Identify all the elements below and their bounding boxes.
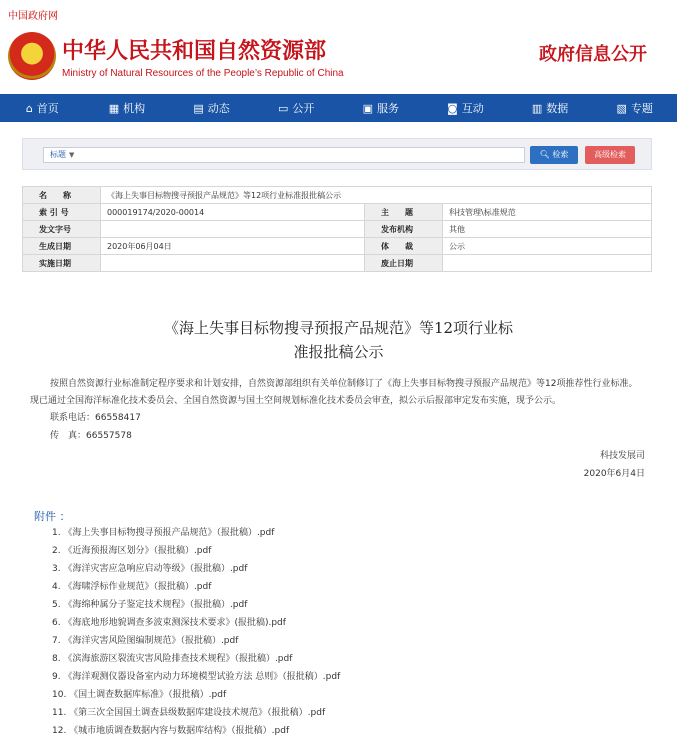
meta-key: 主 题 <box>365 204 443 221</box>
nav-item-org[interactable] <box>85 94 170 122</box>
nav-item-disclosure[interactable] <box>254 94 339 122</box>
nav-label: 服务 <box>377 102 400 115</box>
table-row <box>23 204 652 221</box>
site-subtitle: Ministry of Natural Resources of the People’s Republic of China <box>62 68 344 79</box>
meta-key: 发布机构 <box>365 221 443 238</box>
service-icon: ▣ <box>362 101 374 115</box>
topbar <box>0 0 677 28</box>
nav-item-service[interactable] <box>339 94 424 122</box>
table-row <box>23 255 652 272</box>
contact-fax: 传 真：66557578 <box>50 431 132 441</box>
section-title[interactable]: 政府信息公开 <box>539 44 647 65</box>
meta-key: 废止日期 <box>365 255 443 272</box>
gov-portal-link[interactable]: 中国政府网 <box>8 11 58 22</box>
attachments-label: 附件 ： <box>34 510 71 523</box>
nav-label: 动态 <box>207 102 230 115</box>
signature-date: 2020年6月4日 <box>583 469 645 479</box>
meta-value: 2020年06月04日 <box>101 238 365 255</box>
meta-value: 科技管理\标准规范 <box>443 204 652 221</box>
news-icon: ▤ <box>193 101 204 115</box>
meta-key: 实施日期 <box>23 255 101 272</box>
home-icon: ⌂ <box>25 101 33 115</box>
site-title[interactable]: 中华人民共和国自然资源部 <box>62 38 327 64</box>
meta-value: 000019174/2020-00014 <box>101 204 365 221</box>
nav-label: 数据 <box>546 102 569 115</box>
document-meta-table <box>22 186 652 272</box>
body-paragraph: 现已通过全国海洋标准化技术委员会、全国自然资源与国土空间规划标准化技术委员会审查，拟公示后报部审定发布实施，现予公示。 <box>30 396 562 406</box>
chat-icon: ◙ <box>447 101 458 115</box>
body-paragraph: 按照自然资源行业标准制定程序要求和计划安排，自然资源部组织有关单位制修订了《海上失事目标物搜寻预报产品规范》等12项推荐性行业标准。 <box>50 379 638 389</box>
document-title-line2: 准报批稿公示 <box>293 343 384 361</box>
meta-value: 《海上失事目标物搜寻预报产品规范》等12项行业标准报批稿公示 <box>101 187 652 204</box>
nav-label: 首页 <box>36 102 59 115</box>
chart-icon: ▥ <box>531 101 543 115</box>
nav-item-topics[interactable] <box>592 94 677 122</box>
nav-item-news[interactable] <box>169 94 254 122</box>
search-button-label: 检索 <box>552 150 569 159</box>
main-nav <box>0 94 677 122</box>
attachment-link[interactable]: 3. 《海洋灾害应急响应启动等级》（报批稿）.pdf <box>52 564 248 574</box>
table-row <box>23 221 652 238</box>
meta-value <box>101 221 365 238</box>
nav-label: 互动 <box>461 102 484 115</box>
attachment-link[interactable]: 1. 《海上失事目标物搜寻预报产品规范》（报批稿）.pdf <box>52 528 275 538</box>
search-panel <box>22 138 652 170</box>
nav-item-data[interactable] <box>508 94 593 122</box>
document-title: 《海上失事目标物搜寻预报产品规范》等12项行业标 <box>163 319 514 337</box>
nav-label: 公开 <box>292 102 315 115</box>
search-icon: 🔍︎ <box>539 150 550 159</box>
meta-key: 名 称 <box>23 187 101 204</box>
search-button[interactable] <box>530 146 578 164</box>
search-field-select[interactable] <box>43 147 525 163</box>
meta-key: 发文字号 <box>23 221 101 238</box>
attachment-link[interactable]: 9. 《海洋观测仪器设备室内动力环境模型试验方法 总则》（报批稿）.pdf <box>52 672 341 682</box>
attachment-link[interactable]: 2. 《近海预报海区划分》（报批稿）.pdf <box>52 546 212 556</box>
contact-phone: 联系电话：66558417 <box>50 413 141 423</box>
meta-value: 其他 <box>443 221 652 238</box>
meta-value <box>443 255 652 272</box>
attachment-link[interactable]: 7. 《海洋灾害风险图编制规范》（报批稿）.pdf <box>52 636 239 646</box>
building-icon: ▦ <box>108 101 120 115</box>
attachment-link[interactable]: 4. 《海啸浮标作业规范》（报批稿）.pdf <box>52 582 212 592</box>
site-header <box>0 28 677 90</box>
table-row <box>23 187 652 204</box>
attachment-link[interactable]: 8. 《滨海旅游区裂流灾害风险排查技术规程》（报批稿）.pdf <box>52 654 293 664</box>
nav-label: 专题 <box>630 102 653 115</box>
chevron-down-icon: ▼ <box>69 151 75 159</box>
meta-key: 体 裁 <box>365 238 443 255</box>
meta-key: 生成日期 <box>23 238 101 255</box>
nav-label: 机构 <box>123 102 146 115</box>
monitor-icon: ▭ <box>277 101 289 115</box>
nav-item-interact[interactable] <box>423 94 508 122</box>
attachment-link[interactable]: 11. 《第三次全国国土调查县级数据库建设技术规范》（报批稿）.pdf <box>52 708 326 718</box>
attachment-link[interactable]: 6. 《海底地形地貌调查多波束测深技术要求》(报批稿).pdf <box>52 618 286 628</box>
attachment-link[interactable]: 5. 《海绵种属分子鉴定技术规程》（报批稿）.pdf <box>52 600 248 610</box>
attachment-link[interactable]: 12. 《城市地质调查数据内容与数据库结构》（报批稿）.pdf <box>52 726 290 736</box>
topic-icon: ▧ <box>616 101 627 115</box>
advanced-search-button[interactable]: 高级检索 <box>585 146 635 164</box>
nav-item-home[interactable] <box>0 94 85 122</box>
signature-org: 科技发展司 <box>599 451 645 461</box>
attachment-link[interactable]: 10. 《国土调查数据库标准》（报批稿）.pdf <box>52 690 227 700</box>
meta-value: 公示 <box>443 238 652 255</box>
table-row <box>23 238 652 255</box>
meta-value <box>101 255 365 272</box>
search-field-value: 标题 <box>50 150 66 159</box>
meta-key: 索 引 号 <box>23 204 101 221</box>
national-emblem-icon[interactable]: ★ <box>8 32 56 80</box>
attachments-list <box>52 524 340 740</box>
